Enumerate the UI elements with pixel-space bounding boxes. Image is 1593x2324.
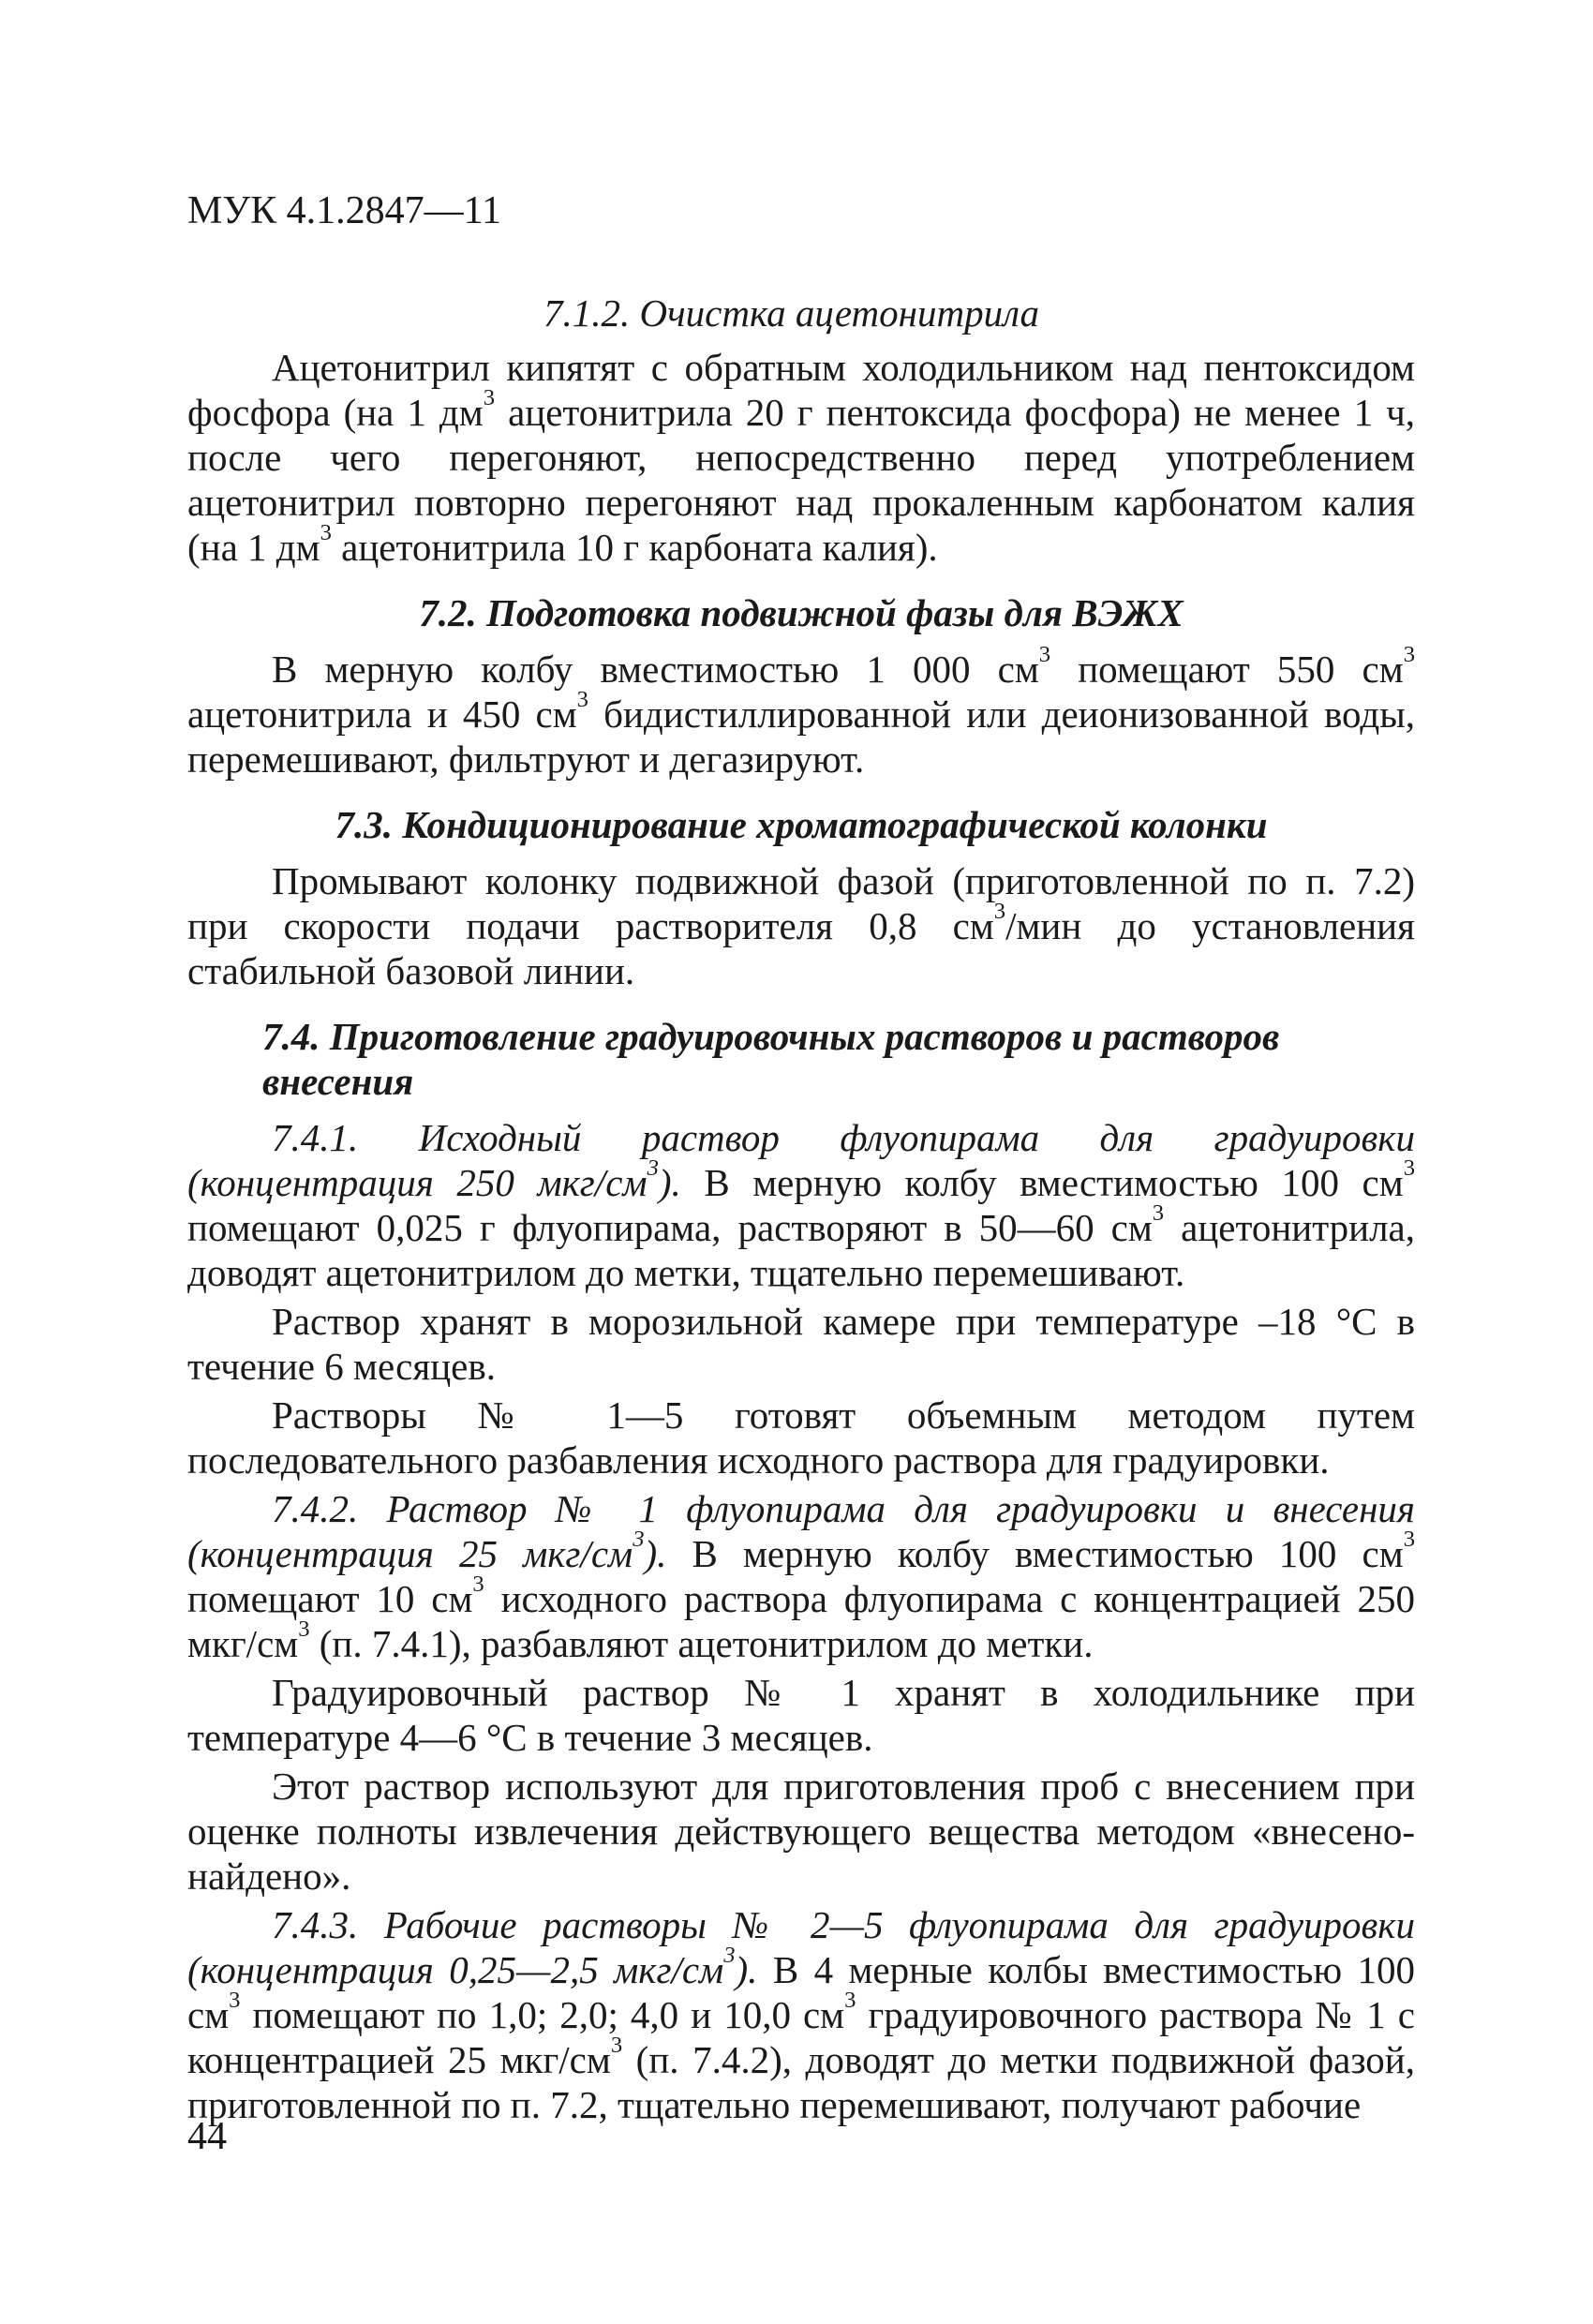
paragraph-7-4-3: 7.4.3. Рабочие растворы № 2—5 флуопирама для градуировки (концентрация 0,25—2,5 мкг/$см^3$). В 4 мерные колбы вместимостью 100 $см^3$ помещают по 1,0; 2,0; 4,0 и 10,0 $см^3$ градуировочного раствора № 1 с концентрацией 25 мкг/$см^3$ (п. 7.4.2), доводят до метки подвижной фазой, приготовленной по п. 7.2, тщательно перемешивают, получают рабочие	[187, 1903, 1415, 2126]
paragraph-grad-solution-1-storage: Градуировочный раствор № 1 хранят в холодильнике при температуре 4—6 °С в течение 3 месяцев.	[187, 1671, 1415, 1759]
section-title-7-2: 7.2. Подготовка подвижной фазы для ВЭЖХ	[419, 591, 1184, 634]
paragraph-acetonitrile-purification: Ацетонитрил кипятят с обратным холодильником над пентоксидом фосфора (на 1 $дм^3$ ацетонитрила 20 г пентоксида фосфора) не менее 1 ч, после чего перегоняют, непосредственно перед употреблением ацетонитрил повторно перегоняют над прокаленным карбонатом калия (на 1 $дм^3$ ацетонитрила 10 г карбоната калия).	[187, 346, 1415, 569]
page-number: 44	[187, 2115, 227, 2158]
subsection-title-7-1-2: 7.1.2. Очистка ацетонитрила	[543, 291, 1039, 335]
paragraph-storage-freezer: Раствор хранят в морозильной камере при температуре –18 °С в течение 6 месяцев.	[187, 1300, 1415, 1388]
paragraph-solution-usage: Этот раствор используют для приготовления проб с внесением при оценке полноты извлечения действующего вещества методом «внесено-найдено».	[187, 1765, 1415, 1898]
section-title-7-3: 7.3. Кондиционирование хроматографической колонки	[335, 803, 1268, 846]
paragraph-mobile-phase: В мерную колбу вместимостью 1 000 $см^3$ помещают 550 $см^3$ ацетонитрила и 450 $см^3$ бидистиллированной или деионизованной воды, перемешивают, фильтруют и дегазируют.	[187, 641, 1415, 781]
paragraph-column-conditioning: Промывают колонку подвижной фазой (приготовленной по п. 7.2) при скорости подачи растворителя 0,8 $см^3$/мин до установления стабильной базовой линии.	[187, 859, 1415, 992]
paragraph-7-4-1: 7.4.1. Исходный раствор флуопирама для градуировки (концентрация 250 мкг/$см^3$). В мерную колбу вместимостью 100 $см^3$ помещают 0,025 г флуопирама, растворяют в 50—60 $см^3$ ацетонитрила, доводят ацетонитрилом до метки, тщательно перемешивают.	[187, 1116, 1415, 1294]
paragraph-7-4-2: 7.4.2. Раствор № 1 флуопирама для градуировки и внесения (концентрация 25 мкг/$см^3$). В мерную колбу вместимостью 100 $см^3$ помещают 10 $см^3$ исходного раствора флуопирама с концентрацией 250 мкг/$см^3$ (п. 7.4.1), разбавляют ацетонитрилом до метки.	[187, 1487, 1415, 1665]
section-title-7-4: 7.4. Приготовление градуировочных растворов и растворов внесения	[262, 1015, 1280, 1103]
paragraph-solutions-1-5: Растворы № 1—5 готовят объемным методом путем последовательного разбавления исходного раствора для градуировки.	[187, 1393, 1415, 1482]
document-code: МУК 4.1.2847—11	[187, 189, 502, 232]
document-body	[187, 290, 1415, 2127]
